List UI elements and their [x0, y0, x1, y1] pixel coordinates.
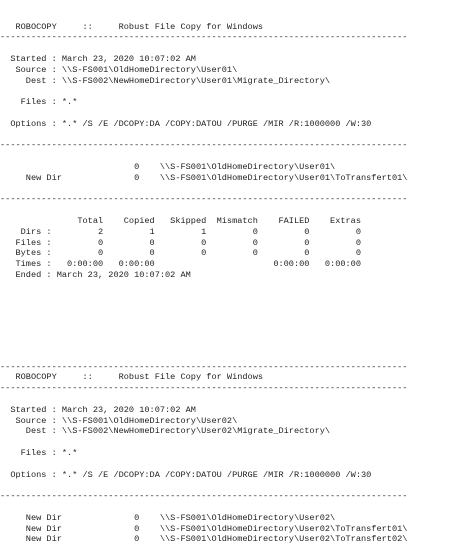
log-line: ------------------------------------------------------------------------------- [0, 361, 408, 372]
log-line: ------------------------------------------------------------------------------- [0, 383, 408, 394]
log-line: Options : *.* /S /E /DCOPY:DA /COPY:DATOU /PURGE /MIR /R:1000000 /W:30 [0, 118, 372, 129]
log-line: Files : *.* [0, 448, 78, 459]
log-line: Source : \\S-FS001\OldHomeDirectory\User01\ [0, 64, 238, 75]
block-spacer-half [0, 335, 474, 340]
log-line: Total Copied Skipped Mismatch FAILED Extras [0, 215, 361, 226]
log-line: ------------------------------------------------------------------------------- [0, 194, 408, 205]
log-line: Dest : \\S-FS002\NewHomeDirectory\User01\Migrate_Directory\ [0, 75, 331, 86]
log-line [0, 437, 474, 448]
log-line [0, 151, 474, 162]
log-line [0, 86, 474, 97]
log-line: New Dir 0 \\S-FS001\OldHomeDirectory\User01\ToTransfert01\ [0, 172, 408, 183]
robocopy-log-block-user01 [0, 22, 474, 281]
robocopy-log-block-user02 [0, 362, 474, 546]
log-line: Files : 0 0 0 0 0 0 [0, 237, 361, 248]
log-line [0, 205, 474, 216]
log-line [0, 480, 474, 491]
log-line: New Dir 0 \\S-FS001\OldHomeDirectory\User02\ToTransfert01\ [0, 523, 408, 534]
log-line: Files : *.* [0, 97, 78, 108]
log-line: Started : March 23, 2020 10:07:02 AM [0, 53, 196, 64]
log-line: ROBOCOPY :: Robust File Copy for Windows [0, 21, 264, 32]
log-line [0, 130, 474, 141]
log-line: New Dir 0 \\S-FS001\OldHomeDirectory\User02\ToTransfert02\ [0, 534, 408, 545]
log-line: ------------------------------------------------------------------------------- [0, 140, 408, 151]
log-line [0, 502, 474, 513]
log-line: Started : March 23, 2020 10:07:02 AM [0, 404, 196, 415]
log-line [0, 459, 474, 470]
log-line [0, 108, 474, 119]
log-line: Ended : March 23, 2020 10:07:02 AM [0, 269, 191, 280]
log-line [0, 184, 474, 195]
block-spacer [0, 302, 474, 313]
log-line: Times : 0:00:00 0:00:00 0:00:00 0:00:00 [0, 259, 361, 270]
log-line: ROBOCOPY :: Robust File Copy for Windows [0, 372, 264, 383]
log-line: Dirs : 2 1 1 0 0 0 [0, 226, 361, 237]
log-line: Dest : \\S-FS002\NewHomeDirectory\User02\Migrate_Directory\ [0, 426, 331, 437]
log-line [0, 43, 474, 54]
log-line: Options : *.* /S /E /DCOPY:DA /COPY:DATOU /PURGE /MIR /R:1000000 /W:30 [0, 469, 372, 480]
log-line: 0 \\S-FS001\OldHomeDirectory\User01\ [0, 161, 336, 172]
log-line: ------------------------------------------------------------------------------- [0, 491, 408, 502]
log-line: New Dir 0 \\S-FS001\OldHomeDirectory\User02\ [0, 512, 336, 523]
log-line: Source : \\S-FS001\OldHomeDirectory\User02\ [0, 415, 238, 426]
log-line: Bytes : 0 0 0 0 0 0 [0, 248, 361, 259]
log-line [0, 394, 474, 405]
log-line: ------------------------------------------------------------------------------- [0, 32, 408, 43]
